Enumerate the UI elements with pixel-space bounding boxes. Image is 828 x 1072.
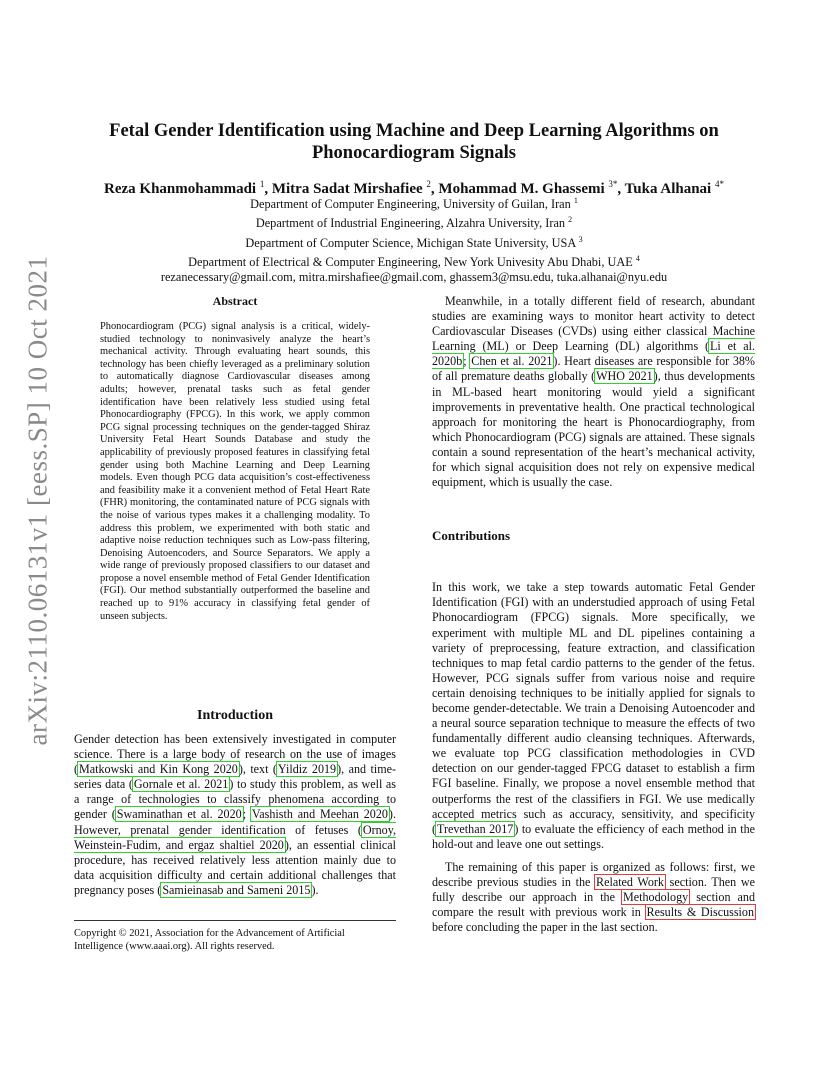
arxiv-identifier-stamp <box>22 255 53 745</box>
citation-link[interactable]: Chen et al. 2021 <box>471 354 553 369</box>
introduction-section <box>74 708 396 898</box>
citation-link[interactable]: Swaminathan et al. 2020 <box>116 807 242 822</box>
author-affil-mark: 4* <box>714 179 724 189</box>
affiliation-line: Department of Industrial Engineering, Alzahra University, Iran $^2$ <box>255 215 573 231</box>
citation-link[interactable]: Trevethan 2017 <box>437 821 514 836</box>
section-link-results-discussion[interactable]: Results & Discussion <box>646 905 754 920</box>
author-affil-mark: 3* <box>608 179 618 189</box>
citation-link[interactable]: Yildiz 2019 <box>277 762 337 777</box>
affiliations <box>74 193 754 285</box>
section-link-methodology[interactable]: Methodology <box>623 890 689 905</box>
affiliation-line: Department of Computer Engineering, University of Guilan, Iran $^1$ <box>250 196 578 212</box>
affiliation-line: Department of Electrical & Computer Engineering, New York Univesity Abu Dhabi, UAE $^4$ <box>188 253 640 269</box>
citation-link[interactable]: WHO 2021 <box>596 369 653 384</box>
copyright-footnote: Copyright © 2021, Association for the Advancement of Artificial Intelligence (www.aaai.org). All rights reserved. <box>74 920 396 953</box>
author-affil-mark: 1 <box>259 179 265 189</box>
section-link-related-work[interactable]: Related Work <box>596 875 664 889</box>
author-name: Tuka Alhanai <box>624 181 712 197</box>
abstract-text: Phonocardiogram (PCG) signal analysis is a critical, widely-studied technology to noninvasively analyze the heart’s mechanical activity. Through evaluating heart sounds, this technology has been chiefly leveraged as a preliminary solution to automatically diagnose Cardiovascular diseases among adults; however, prenatal tasks such as fetal gender identification have been relatively less studied using fetal Phonocardiography (FPCG). In this work, we apply common PCG signal processing techniques on the gender-tagged Shiraz University Fetal Heart Sounds Database and study the applicability of previously proposed features in classifying fetal gender using both Machine Learning and Deep Learning models. Even though PCG data acquisition’s cost-effectiveness and feasibility make it a convenient method of Fetal Heart Rate (FHR) monitoring, the contaminated nature of PCG signals with the noise of various types makes it a challenging modality. To address this problem, we experimented with both static and adaptive noise reduction techniques such as Low-pass filtering, Denoising Autoencoders, and Source Separators. We apply a wide range of previously proposed classifiers to our dataset and propose a novel ensemble method of Fetal Gender Identification (FGI). Our method substantially outperformed the baseline and reached up to 91% accuracy in classifying fetal gender of unseen subjects. <box>100 321 370 622</box>
author-name: Mohammad M. Ghassemi <box>438 181 605 197</box>
body-paragraph: In this work, we take a step towards automatic Fetal Gender Identification (FGI) with an understudied approach of using Fetal Phonocardiogram (FPCG) signals. More specifically, we experiment with multiple ML and DL pipelines containing a variety of preprocessing, feature extraction, and classification techniques to map fetal cardio patterns to the gender of the fetus. However, PCG signals suffer from various noise and require certain denoising techniques to be initially applied for signals to become gender-detectable. We train a Denoising Autoencoder and a neural source separation technique to measure the effects of two fundamentally different audio cleansing techniques. Afterwards, we evaluate top PCG classification methodologies in CVD detection on our gender-tagged FPCG dataset to establish a firm FGI baseline. Finally, we propose a novel ensemble method that outperforms the rest of the classifiers in FGI. We use medically accepted metrics such as accuracy, sensitivity, and specificity (Trevethan 2017) to evaluate the efficiency of each method in the hold-out and leave one out settings. <box>432 580 755 851</box>
citation-link[interactable]: Li et al. 2020b <box>432 339 755 369</box>
paper-title: Fetal Gender Identification using Machine and Deep Learning Algorithms on Phonocardiogram Signals <box>109 121 719 163</box>
citation-link[interactable]: Samieinasab and Sameni 2015 <box>162 882 311 897</box>
introduction-paragraph: Gender detection has been extensively investigated in computer science. There is a large body of research on the use of images (Matkowski and Kin Kong 2020), text (Yildiz 2019), and time-series data (Gornale et al. 2021) to study this problem, as well as a range of technologies to classify phenomena according to gender (Swaminathan et al. 2020; Vashisth and Meehan 2020). However, prenatal gender identification of fetuses (Ornoy, Weinstein-Fudim, and ergaz shaltiel 2020), an essential clinical procedure, has received relatively less attention mainly due to data acquisition difficulty and certain additional challenges that pregnancy poses (Samieinasab and Sameni 2015). <box>74 732 396 897</box>
author-emails: rezanecessary@gmail.com, mitra.mirshafiee@gmail.com, ghassem3@msu.edu, tuka.alhanai@nyu.edu <box>160 270 668 285</box>
citation-link[interactable]: Gornale et al. 2021 <box>133 777 229 792</box>
right-column <box>432 294 755 935</box>
affiliation-line: Department of Computer Science, Michigan State University, USA $^3$ <box>245 234 583 250</box>
author-list: Reza Khanmohammadi $^1$, Mitra Sadat Mirshafiee $^2$, Mohammad M. Ghassemi $^{3*}$, Tuka Alhanai $^{4*}$ <box>104 179 724 197</box>
arxiv-id: arXiv:2110.06131v1 [eess.SP] 10 Oct 2021 <box>22 255 53 745</box>
author-name: Reza Khanmohammadi <box>104 181 257 197</box>
body-paragraph: The remaining of this paper is organized as follows: first, we describe previous studies in the Related Work section. Then we fully describe our approach in the Methodology section and compare the result with previous work in Results & Discussion before concluding the paper in the last section. <box>432 859 755 935</box>
introduction-heading: Introduction <box>197 708 273 723</box>
body-paragraph: Meanwhile, in a totally different field of research, abundant studies are examining ways to monitor heart activity to detect Cardiovascular Diseases (CVDs) using either classical Machine Learning (ML) or Deep Learning (DL) algorithms (Li et al. 2020b; Chen et al. 2021). Heart diseases are responsible for 38% of all premature deaths globally (WHO 2021), thus developments in ML-based heart monitoring would yield a significant improvements in preventative health. One practical technological approach for monitoring the heart is Phonocardiography, from which Phonocardiogram (PCG) signals are attained. These signals contain a sound representation of the heart’s mechanical activity, for which signal acquisition does not rely on expensive medical equipment, which is usually the case. <box>432 294 756 490</box>
author-name: Mitra Sadat Mirshafiee <box>271 181 423 197</box>
author-affil-mark: 2 <box>426 179 431 189</box>
abstract-heading: Abstract <box>212 294 258 308</box>
citation-link[interactable]: Vashisth and Meehan 2020 <box>251 807 388 822</box>
citation-link[interactable]: Ornoy, Weinstein-Fudim, and ergaz shaltiel 2020 <box>74 822 396 852</box>
citation-link[interactable]: Matkowski and Kin Kong 2020 <box>79 762 238 777</box>
contributions-heading: Contributions <box>432 528 511 544</box>
abstract-section <box>100 294 370 623</box>
